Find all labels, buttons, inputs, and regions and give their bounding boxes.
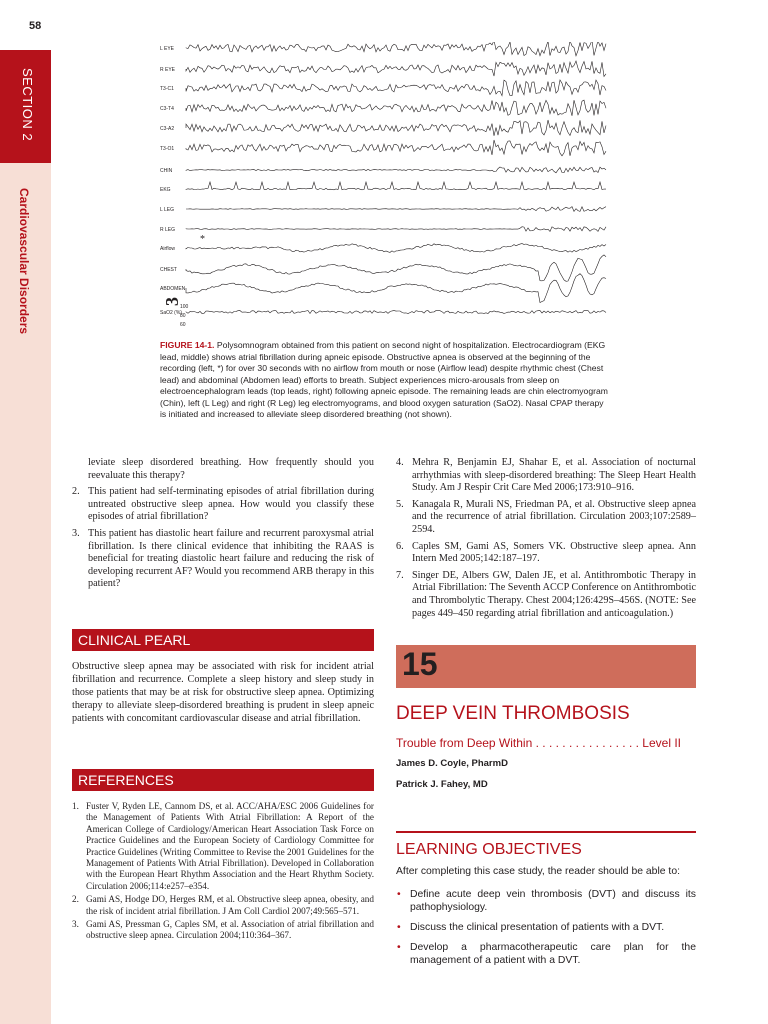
lead-trace <box>186 120 606 136</box>
question-text: This patient had self-terminating episodes of atrial fibrillation during untreated obstructive sleep apnea. How would you classify these episodes of atrial fibrillation? <box>88 486 374 523</box>
lead-trace <box>186 182 606 190</box>
sleep-stage-number: 3 <box>162 297 182 306</box>
lead-trace <box>186 100 606 116</box>
lead-trace <box>186 311 606 314</box>
lead-trace <box>186 274 606 303</box>
lead-trace <box>186 140 606 156</box>
lead-trace <box>186 227 606 232</box>
learning-objective-text: Develop a pharmacotherapeutic care plan for the management of a patient with a DVT. <box>410 942 696 966</box>
clinical-pearl-text: Obstructive sleep apnea may be associated with risk for incident atrial fibrillation and recurrence. Complete a sleep history and sleep study in those patients that may be at risk for obstructive sleep apnea. Optimizing therapy to alleviate sleep-disordered breathing is prudent in sleep apneic patients with concomitant cardiovascular disease and atrial fibrillation. <box>72 661 374 724</box>
lead-label: L LEG <box>160 207 174 213</box>
learning-objective-text: Discuss the clinical presentation of patients with a DVT. <box>410 922 665 933</box>
lead-label: Airflow <box>160 246 176 252</box>
questions-block <box>72 457 374 595</box>
reference-number: 2. <box>72 894 79 905</box>
learning-objectives-intro: After completing this case study, the reader should be able to: <box>396 866 680 877</box>
page-number-box <box>0 0 51 50</box>
sao2-tick-label: 80 <box>180 313 186 319</box>
learning-objective-item <box>396 921 696 934</box>
reference-number: 6. <box>396 540 404 552</box>
reference-text: Gami AS, Pressman G, Caples SM, et al. Association of atrial fibrillation and obstructive sleep apnea. Circulation 2004;110:364–367. <box>86 919 374 941</box>
lead-trace <box>186 255 606 281</box>
figure-caption-label: FIGURE 14-1. <box>160 340 215 350</box>
reference-number: 4. <box>396 457 404 468</box>
reference-item <box>72 894 374 917</box>
page-number: 58 <box>29 20 42 32</box>
lead-trace <box>186 61 606 77</box>
reference-item <box>72 801 374 892</box>
learning-objective-item <box>396 941 696 967</box>
lead-label: C3-T4 <box>160 106 174 112</box>
sao2-tick-label: 100 <box>180 304 189 310</box>
learning-objectives-heading: LEARNING OBJECTIVES <box>396 841 582 858</box>
reference-number: 3. <box>72 919 79 930</box>
bullet-icon: • <box>397 922 401 933</box>
lead-label: CHIN <box>160 168 173 174</box>
learning-objective-text: Define acute deep vein thrombosis (DVT) and discuss its pathophysiology. <box>410 889 696 913</box>
chapter-number: 15 <box>402 646 438 682</box>
reference-item <box>396 499 696 537</box>
bullet-icon: • <box>397 942 401 953</box>
reference-item <box>396 541 696 566</box>
chapter-label: Cardiovascular Disorders <box>17 188 31 335</box>
reference-text: Mehra R, Benjamin EJ, Shahar E, et al. Association of nocturnal arrhythmias with sleep-disordered breathing: The Sleep Heart Health Study. Am J Respir Crit Care Med 2006;173:910–916. <box>412 457 696 494</box>
reference-text: Caples SM, Gami AS, Somers VK. Obstructive sleep apnea. Ann Intern Med 2005;142:187–197. <box>412 540 696 565</box>
section-rule <box>396 831 696 833</box>
references-heading: REFERENCES <box>72 769 374 791</box>
apnea-marker: * <box>200 234 205 245</box>
lead-label: EKG <box>160 187 171 193</box>
figure-caption-text: Polysomnogram obtained from this patient on second night of hospitalization. Electrocardiogram (EKG lead, middle) shows atrial fibrillation during apneic episode. Obstructive apnea is observed at the beginning of the recording (left, *) for over 30 seconds with no airflow from mouth or nose (Airflow lead) despite rhythmic chest (Chest lead) and abdominal (Abdomen lead) efforts to breath. Subject experiences micro-arousals from sleep on electroencephalogram leads (top leads, right) following apneic episode. The remaining leads are chin electromyogram (Chin), left (L Leg) and right (R Leg) leg electromyograms, and blood oxygen saturation (SaO2). Nasal CPAP therapy is initiated and increased to alleviate sleep disordered breathing (not shown). <box>160 340 608 419</box>
sidebar <box>0 0 51 1024</box>
reference-text: Singer DE, Albers GW, Dalen JE, et al. Antithrombotic Therapy in Atrial Fibrillation: The Seventh ACCP Conference on Antithrombotic and Thrombolytic Therapy. Chest 2004;126:429S–456S. (NOTE: See pages 449–450 regarding atrial fibrillation and anticoagulation.) <box>412 569 696 619</box>
reference-number: 5. <box>396 498 404 510</box>
reference-number: 7. <box>396 569 404 581</box>
polysomnogram-figure <box>158 42 610 332</box>
references-list <box>72 801 374 944</box>
figure-caption <box>160 340 608 421</box>
lead-label: T3-C1 <box>160 86 174 92</box>
lead-label: R LEG <box>160 227 176 233</box>
bullet-icon: • <box>397 889 401 900</box>
lead-label: CHEST <box>160 267 177 273</box>
learning-objective-item <box>396 888 696 914</box>
question-text: This patient has diastolic heart failure and recurrent paroxysmal atrial fibrillation. Is there clinical evidence that inhibiting the RAAS is beneficial for treating diastolic heart failure and reducing the risk of developing recurrent AF? Would you recommend ARB therapy in this patient? <box>88 527 374 590</box>
question-number: 3. <box>72 527 80 539</box>
lead-trace <box>186 207 606 212</box>
clinical-pearl-heading: CLINICAL PEARL <box>72 629 374 651</box>
reference-item <box>396 457 696 495</box>
lead-trace <box>186 244 606 253</box>
lead-trace <box>186 167 606 173</box>
reference-text: Kanagala R, Murali NS, Friedman PA, et al. Obstructive sleep apnea and the recurrence of atrial fibrillation. Circulation 2003;107:2589–2594. <box>412 498 696 535</box>
chapter-title: DEEP VEIN THROMBOSIS <box>396 703 630 724</box>
author-2: Patrick J. Fahey, MD <box>396 779 488 790</box>
lead-label: SaO2 (%) <box>160 310 182 316</box>
learning-objectives-list <box>396 888 696 974</box>
chapter-number-box <box>396 645 696 688</box>
reference-text: Gami AS, Hodge DO, Herges RM, et al. Obstructive sleep apnea, obesity, and the risk of incident atrial fibrillation. J Am Coll Cardiol 2007;49:565–571. <box>86 894 374 916</box>
reference-item <box>396 570 696 620</box>
reference-text: Fuster V, Ryden LE, Cannom DS, et al. ACC/AHA/ESC 2006 Guidelines for the Management of Patients With Atrial Fibrillation: A Report of the American College of Cardiology/American Heart Association Task Force on Practice Guidelines and the European Society of Cardiology Committee for Practice Guidelines (Writing Committee to Revise the 2001 Guidelines for the Management of Patients With Atrial Fibrillation). Developed in Collaboration with the European Heart Rhythm Association and the Heart Rhythm Society. Circulation 2006;114:e257–e354. <box>86 801 374 891</box>
lead-label: T3-O1 <box>160 146 175 152</box>
polysomnogram-traces <box>158 42 610 332</box>
lead-trace <box>186 80 606 96</box>
reference-item <box>72 919 374 942</box>
lead-label: L EYE <box>160 46 174 52</box>
sao2-tick-label: 60 <box>180 322 186 328</box>
right-references <box>396 457 696 624</box>
author-1: James D. Coyle, PharmD <box>396 758 508 769</box>
lead-label: ABDOMEN <box>160 286 186 292</box>
question-item <box>72 486 374 524</box>
section-label: SECTION 2 <box>20 68 35 142</box>
lead-label: R EYE <box>160 67 176 73</box>
reference-number: 1. <box>72 801 79 811</box>
chapter-subtitle: Trouble from Deep Within . . . . . . . . . . . . . . . . Level II <box>396 736 681 750</box>
question-number: 2. <box>72 486 80 498</box>
question-item <box>72 528 374 591</box>
question-continuation: leviate sleep disordered breathing. How frequently should you reevaluate this therapy? <box>88 457 374 481</box>
lead-label: C3-A2 <box>160 126 175 132</box>
lead-trace <box>186 42 606 56</box>
